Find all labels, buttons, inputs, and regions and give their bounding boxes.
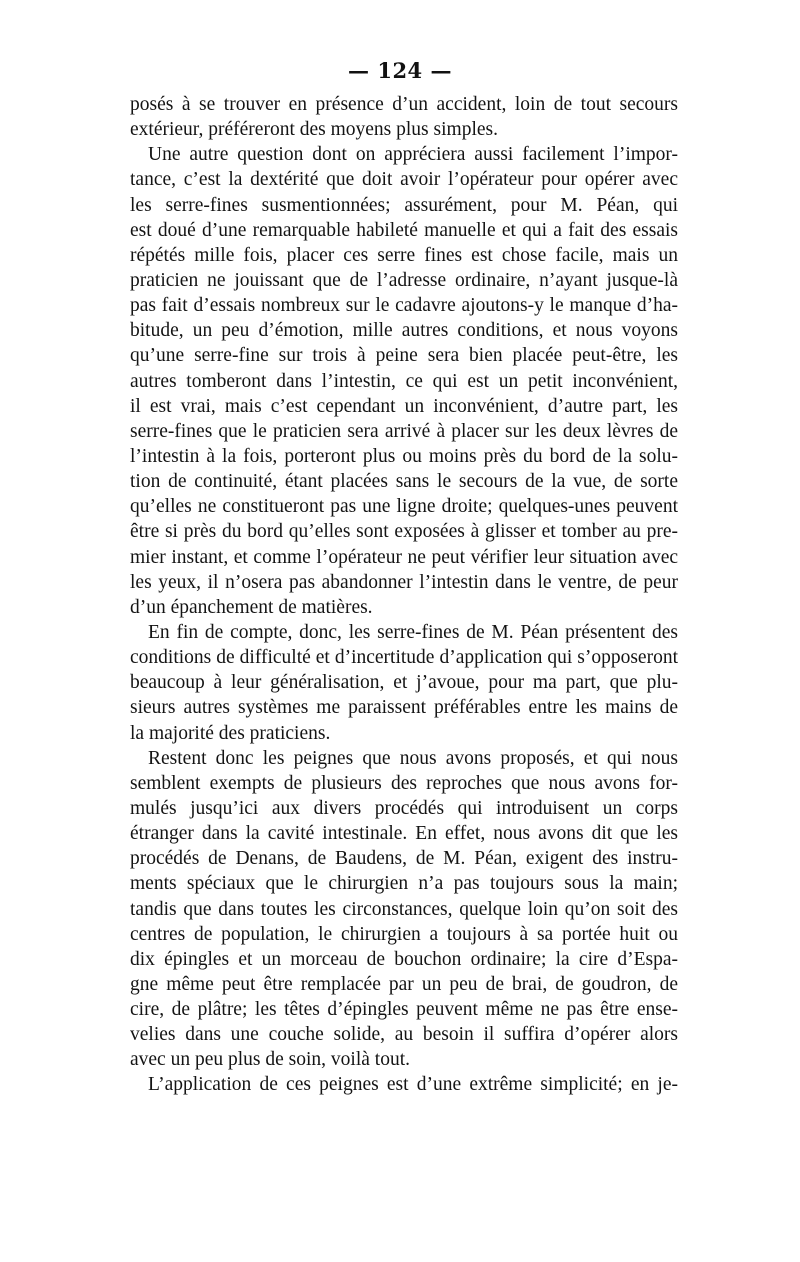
text-line: L’application de ces peignes est d’une extrême simplicité; en je- [148,1074,678,1096]
text-line: être si près du bord qu’elles sont exposées à glisser et tomber au pre- [130,521,678,543]
text-line: bitude, un peu d’émotion, mille autres conditions, et nous voyons [130,320,678,342]
text-line: centres de population, le chirurgien a toujours à sa portée huit ou [130,923,678,945]
text-line: la majorité des praticiens. [130,722,331,744]
text-line: les serre-fines susmentionnées; assurément, pour M. Péan, qui [130,194,678,216]
text-line: autres tomberont dans l’intestin, ce qui est un petit inconvénient, [130,370,678,392]
text-line: est doué d’une remarquable habileté manuelle et qui a fait des essais [130,219,678,241]
text-line: conditions de difficulté et d’incertitude d’application qui s’opposeront [130,647,678,669]
text-line: posés à se trouver en présence d’un accident, loin de tout secours [130,94,678,115]
text-line: sieurs autres systèmes me paraissent préférables entre les mains de [130,697,678,719]
text-line: procédés de Denans, de Baudens, de M. Péan, exigent des instru- [130,848,678,870]
text-line: avec un peu plus de soin, voilà tout. [130,1049,410,1071]
text-line: beaucoup à leur généralisation, et j’avoue, pour ma part, que plu- [130,672,678,694]
text-line: pas fait d’essais nombreux sur le cadavre ajoutons-y le manque d’ha- [130,295,678,317]
text-line: étranger dans la cavité intestinale. En effet, nous avons dit que les [130,823,678,845]
text-line: qu’elles ne constitueront pas une ligne droite; quelques-unes peuvent [130,496,678,518]
text-line: Restent donc les peignes que nous avons proposés, et qui nous [148,747,678,769]
text-line: tion de continuité, étant placées sans le secours de la vue, de sorte [130,471,678,493]
text-line: les yeux, il n’osera pas abandonner l’intestin dans le ventre, de peur [130,571,678,593]
text-line: l’intestin à la fois, porteront plus ou moins près du bord de la solu- [130,445,678,467]
text-line: velies dans une couche solide, au besoin il suffira d’opérer alors [130,1024,678,1046]
text-line: En fin de compte, donc, les serre-fines de M. Péan présentent des [148,621,678,643]
text-line: dix épingles et un morceau de bouchon ordinaire; la cire d’Espa- [130,948,678,970]
text-line: mulés jusqu’ici aux divers procédés qui introduisent un corps [130,797,678,819]
text-line: mier instant, et comme l’opérateur ne peut vérifier leur situation avec [130,546,678,568]
text-line: tandis que dans toutes les circonstances, quelque loin qu’on soit des [130,898,678,920]
text-line: serre-fines que le praticien sera arrivé à placer sur les deux lèvres de [130,420,678,442]
text-line: gne même peut être remplacée par un peu de brai, de goudron, de [130,973,678,995]
text-line: Une autre question dont on appréciera aussi facilement l’impor- [148,144,678,166]
text-line: d’un épanchement de matières. [130,596,373,618]
text-line: praticien ne jouissant que de l’adresse ordinaire, n’ayant jusque-là [130,269,678,291]
text-line: ments spéciaux que le chirurgien n’a pas toujours sous la main; [130,873,678,895]
text-line: semblent exempts de plusieurs des reproches que nous avons for- [130,772,678,794]
text-line: qu’une serre-fine sur trois à peine sera bien placée peut-être, les [130,345,678,367]
body-text [130,92,678,1098]
page-number: — 124 — [348,58,452,83]
text-line: tance, c’est la dextérité que doit avoir l’opérateur pour opérer avec [130,169,678,191]
text-line: il est vrai, mais c’est cependant un inconvénient, d’autre part, les [130,395,678,417]
text-line: extérieur, préféreront des moyens plus simples. [130,119,498,141]
text-line: cire, de plâtre; les têtes d’épingles peuvent même ne pas être ense- [130,999,678,1021]
text-line: répétés mille fois, placer ces serre fines est chose facile, mais un [130,244,678,266]
